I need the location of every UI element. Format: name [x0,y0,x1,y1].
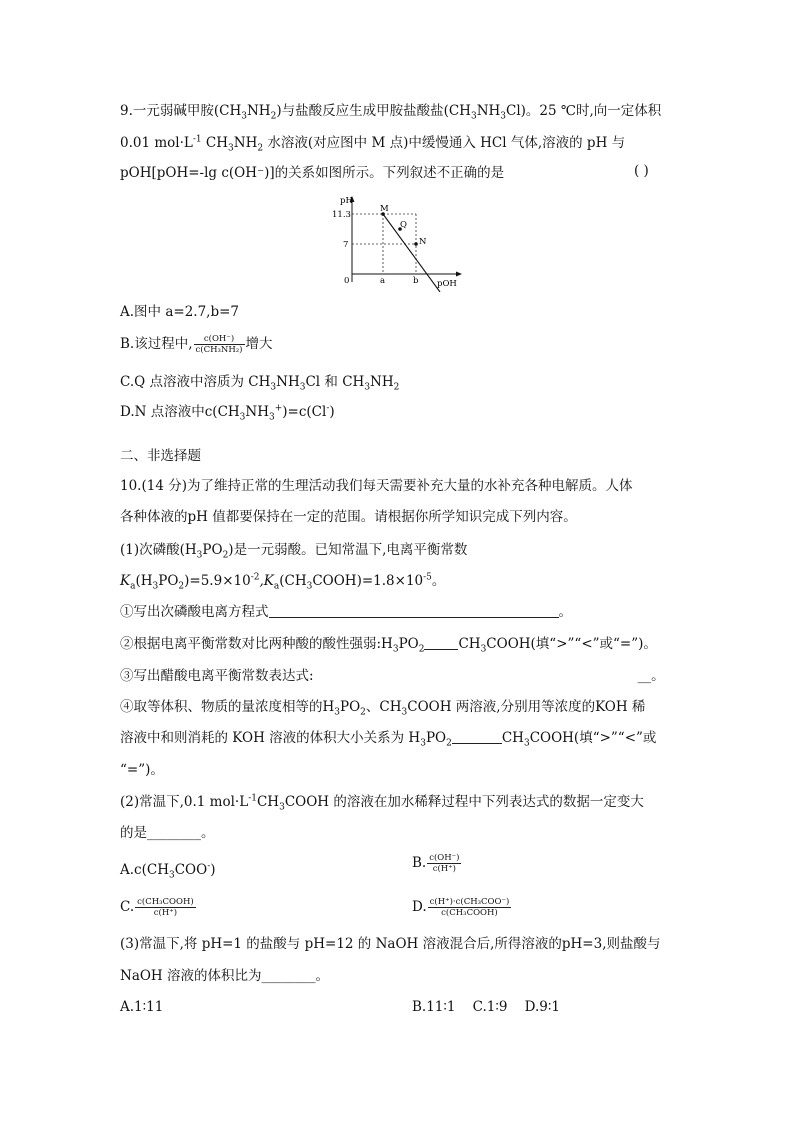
q10-sub1: ①写出次磷酸电离方程式 。 [120,604,572,620]
q9-line-1: 9.一元弱碱甲胺$(CH_3NH_2)$与盐酸反应生成甲胺盐酸盐$(CH_3NH_3Cl)$。25 ℃时,向一定体积 [120,103,662,122]
y-tick-high: 11.3 [332,210,351,220]
fraction-oh-over-ch3nh2: $\frac{c(OH^-)}{\text{c(CH₃NH₂)}}$ [195,334,243,355]
q9-line-3: pOH[pOH=-lg c(OH⁻)]的关系如图所示。下列叙述不正确的是 [120,165,505,181]
q9-option-c: C.Q 点溶液中溶质为 $CH_3NH_3Cl$ 和 $CH_3NH_2$ [120,374,400,393]
point-n-label: N [419,237,427,247]
q10-sub4-line1: ④取等体积、物质的量浓度相等的$H_3PO_2$、$CH_3COOH$ 两溶液,分别用等浓度的KOH 稀 [120,699,646,718]
q10-sub2: ②根据电离平衡常数对比两种酸的酸性强弱$:H_3PO_2$ $CH_3COOH$(填“>”“<”或“=”)。 [120,636,657,655]
origin-label: 0 [344,276,350,286]
fraction-ch3cooh-over-h: $\frac{\text{c(CH₃COOH)}}{c(H^+)}$ [137,897,194,918]
q9-line-2: 0.01 $mol\cdot L^{-1}$ $CH_3NH_2$ 水溶液(对应图中 M 点)中缓慢通入 HCl 气体,溶液的 pH 与 [120,134,626,154]
q10-part3-options-bcd: B.11∶1 C.1∶9 D.9∶1 [412,999,560,1015]
q10-part3-line2: NaOH 溶液的体积比为________。 [120,968,329,984]
answer-blank-acidity[interactable] [424,635,458,650]
section-heading: 二、非选择题 [120,448,201,464]
q10-part3-line1: (3)常温下,将 pH=1 的盐酸与 pH=12 的 NaOH 溶液混合后,所得溶液的pH=3,则盐酸与 [120,936,661,952]
q10-line-1: 10.(14 分)为了维持正常的生理活动我们每天需要补充大量的水补充各种电解质。人体 [120,478,633,494]
q9-option-a: A.图中 a=2.7,b=7 [120,304,239,320]
fraction-ka-expression: $\frac{\text{c(H⁺)·c(CH₃COO⁻)}}{\text{c(CH₃COOH)}}$ [429,897,510,918]
answer-blank-ionization[interactable] [269,603,559,618]
q10-sub4-line2: 溶液中和则消耗的 KOH 溶液的体积大小关系为 $H_3PO_2$ $CH_3COOH$(填“>”“<”或 [120,730,657,749]
q10-part2-option-d: D. $\frac{\text{c(H⁺)·c(CH₃COO⁻)}}{\text{c(CH₃COOH)}}$ [412,897,510,918]
q10-line-2: 各种体液的pH 值都要保持在一定的范围。请根据你所学知识完成下列内容。 [120,509,577,525]
x-tick-a: a [380,276,386,286]
x-axis-label: pOH [437,279,457,289]
q10-part2-line2: 的是________。 [120,825,215,841]
q10-part1-intro: (1)次磷酸$(H_3PO_2)$是一元弱酸。已知常温下,电离平衡常数 [120,542,468,561]
q10-part3-option-a: A.1∶11 [120,999,164,1015]
ph-poh-line [383,214,440,292]
ph-poh-graph [330,192,470,292]
q10-ka-values: $K_a(H_3PO_2)=5.9\times 10^{-2},K_a(CH_3COOH)=1.8\times 10^{-5}$。 [120,572,446,592]
answer-blank-volume[interactable] [452,729,502,744]
y-tick-low: 7 [343,240,349,250]
point-m-label: M [380,204,389,214]
q10-part2-line1: (2)常温下,0.1 $mol\cdot L^{-1}CH_3COOH$ 的溶液在加水稀释过程中下列表达式的数据一定变大 [120,793,644,813]
point-n-marker [414,242,418,246]
q9-option-d: D.N 点溶液中$c(CH_3NH_3^+)=c(Cl^-)$ [120,403,335,423]
q9-option-b: B.该过程中, $\frac{c(OH^-)}{\text{c(CH₃NH₂)}}$ 增大 [120,334,273,355]
y-axis-label: pH [340,196,353,206]
q10-part2-option-c: C. $\frac{\text{c(CH₃COOH)}}{c(H^+)}$ [120,897,194,918]
q10-part2-option-b: B. $\frac{c(OH^-)}{c(H^+)}$ [412,853,460,874]
answer-parentheses: ( ) [634,163,649,179]
point-q-label: Q [400,220,407,230]
q10-part2-option-a: $A.c(CH_3COO^-)$ [120,861,216,881]
q10-sub3: ③写出醋酸电离平衡常数表达式: __。 [120,668,665,684]
x-tick-b: b [413,276,419,286]
q10-sub4-line3: “=”)。 [120,762,164,778]
x-axis-arrow [456,272,462,277]
fraction-oh-over-h: $\frac{c(OH^-)}{c(H^+)}$ [429,853,460,874]
